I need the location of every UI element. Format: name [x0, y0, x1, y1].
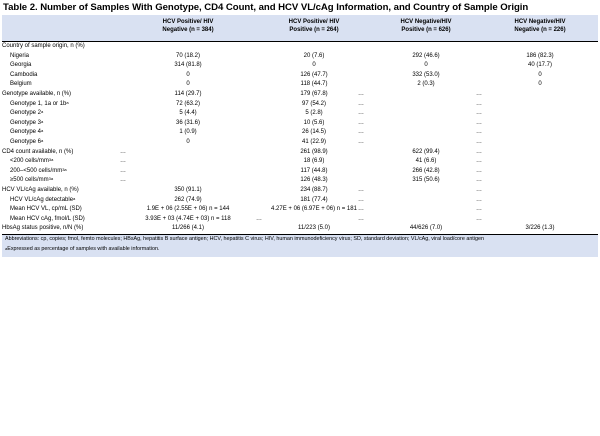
- table-cell: 0: [186, 81, 190, 88]
- table-cell: …: [120, 177, 126, 184]
- row-label: 200–<500 cells/$mm^{3a}$: [10, 166, 67, 174]
- table-cell: …: [476, 110, 482, 117]
- row-label: HCV VL/cAg available, n (%): [2, 187, 79, 193]
- row-label: ≥500 cells/$mm^{3a}$: [10, 176, 54, 184]
- table-footnotes: [2, 235, 598, 257]
- table-row: [2, 186, 598, 196]
- table-row: [2, 205, 598, 215]
- table-row: [2, 157, 598, 167]
- table-cell: 70 (18.2): [175, 52, 200, 59]
- table-cell: …: [358, 110, 364, 117]
- table-row: [2, 42, 598, 52]
- table-cell: 0: [186, 71, 190, 78]
- table-cell: 36 (31.6): [175, 119, 200, 126]
- table-row: [2, 148, 598, 158]
- table-cell: …: [476, 177, 482, 184]
- header-hcv-neg-hiv-pos: HCV Negative/HIV Positive (n = 626): [400, 19, 452, 33]
- row-label: Country of sample origin, n (%): [2, 43, 85, 49]
- row-label: Genotype 2$^a$: [10, 109, 44, 117]
- table-row: [2, 80, 598, 90]
- table-cell: …: [476, 206, 482, 213]
- table-cell: 10 (5.6): [303, 119, 325, 126]
- table-cell: 26 (14.5): [301, 129, 326, 136]
- table-cell: 5 (2.8): [305, 110, 323, 117]
- table-row: [2, 167, 598, 177]
- table-row: [2, 71, 598, 81]
- table-cell: …: [476, 167, 482, 174]
- table-header: [2, 15, 598, 41]
- row-label: <200 cells/$mm^{3a}$: [10, 157, 54, 165]
- table-cell: …: [476, 100, 482, 107]
- table-cell: 292 (46.6): [412, 52, 440, 59]
- row-label: Genotype available, n (%): [2, 91, 72, 97]
- table-row: [2, 100, 598, 110]
- table-cell: 41 (6.6): [415, 158, 437, 165]
- row-label: HCV VL/cAg detectable$^a$: [10, 195, 76, 203]
- row-label: Georgia: [10, 62, 32, 69]
- table-row: [2, 61, 598, 71]
- table-cell: 3/226 (1.3): [525, 225, 555, 232]
- table-cell: 72 (63.2): [175, 100, 200, 107]
- table-row: [2, 215, 598, 225]
- table-cell: …: [358, 187, 364, 193]
- table-cell: 179 (67.8): [300, 91, 328, 97]
- table-cell: 1.9E + 06 (2.55E + 06) n = 144: [146, 206, 230, 213]
- table-row: [2, 90, 598, 100]
- table-cell: …: [120, 148, 126, 155]
- table-cell: 0: [424, 62, 428, 69]
- table-cell: 2 (0.3): [417, 81, 435, 88]
- table-cell: 262 (74.9): [174, 196, 202, 203]
- header-hcv-pos-hiv-pos: HCV Positive/ HIV Positive (n = 264): [288, 19, 340, 33]
- table-cell: …: [358, 206, 364, 213]
- table-cell: 261 (98.9): [300, 148, 328, 155]
- row-label: Mean HCV VL, cp/mL (SD): [10, 206, 82, 213]
- row-label: Nigeria: [10, 52, 30, 59]
- row-label: Genotype 4$^a$: [10, 128, 44, 136]
- table-cell: 0: [538, 81, 542, 88]
- table-cell: …: [120, 158, 126, 165]
- table-cell: …: [476, 119, 482, 126]
- table-cell: …: [476, 148, 482, 155]
- table-cell: 332 (53.0): [412, 71, 440, 78]
- table-cell: …: [476, 215, 482, 222]
- table-row: [2, 196, 598, 206]
- table-cell: 44/626 (7.0): [409, 225, 443, 232]
- table-cell: …: [476, 139, 482, 145]
- row-label: Genotype 3$^a$: [10, 118, 44, 126]
- table-cell: 114 (29.7): [174, 91, 202, 97]
- table-cell: …: [358, 91, 364, 97]
- table-row: [2, 176, 598, 186]
- table-cell: …: [358, 139, 364, 145]
- table-cell: …: [120, 167, 126, 174]
- row-label: CD4 count available, n (%): [2, 148, 74, 155]
- table-cell: 41 (22.9): [301, 139, 326, 145]
- table-row: [2, 119, 598, 129]
- table-cell: 622 (99.4): [412, 148, 440, 155]
- table-row: [2, 52, 598, 62]
- table-cell: 5 (4.4): [179, 110, 197, 117]
- table-cell: …: [476, 91, 482, 97]
- table-cell: 314 (81.8): [174, 62, 202, 69]
- table-title: Table 2. Number of Samples With Genotype, CD4 Count, and HCV VL/cAg Information, and Country of Sample Origin: [3, 2, 529, 13]
- table-cell: 234 (88.7): [300, 187, 328, 193]
- table-cell: 1 (0.9): [179, 129, 197, 136]
- table-cell: …: [358, 196, 364, 203]
- row-label: Genotype 6$^a$: [10, 138, 44, 145]
- table-cell: 350 (91.1): [174, 187, 202, 193]
- table-cell: …: [476, 187, 482, 193]
- row-label: Genotype 1, 1a or $1b^a$: [10, 99, 69, 107]
- table-cell: …: [358, 119, 364, 126]
- table-cell: 0: [538, 71, 542, 78]
- percentage-note: $^a$Expressed as percentage of samples with available information.: [5, 246, 160, 252]
- table-cell: 40 (17.7): [527, 62, 552, 69]
- table-cell: 186 (82.3): [526, 52, 554, 59]
- table-cell: 11/266 (4.1): [172, 225, 204, 232]
- row-label: Belgium: [10, 81, 32, 88]
- table-row: [2, 138, 598, 148]
- table-cell: 118 (44.7): [300, 81, 328, 88]
- table-cell: 117 (44.8): [300, 167, 328, 174]
- table-cell: …: [256, 215, 262, 222]
- row-label: HbsAg status positive, n/N (%): [2, 225, 84, 232]
- table-cell: 181 (77.4): [300, 196, 328, 203]
- table-row: [2, 128, 598, 138]
- table-cell: 11/223 (5.0): [298, 225, 330, 232]
- table-cell: 20 (7.6): [303, 52, 325, 59]
- table-cell: …: [476, 158, 482, 165]
- row-label: Mean HCV cAg, fmol/L (SD): [10, 215, 85, 222]
- table-cell: …: [358, 215, 364, 222]
- header-hcv-pos-hiv-neg: HCV Positive/ HIV Negative (n = 384): [162, 19, 214, 33]
- table-cell: 126 (47.7): [300, 71, 328, 78]
- table-cell: 18 (6.9): [303, 158, 325, 165]
- table-cell: 97 (54.2): [301, 100, 326, 107]
- table-row: [2, 109, 598, 119]
- abbreviations-note: Abbreviations: cp, copies; fmol, femto molecules; HBsAg, hepatitis B surface antigen; HCV, hepatitis C virus; HIV, human immunodeficiency virus; SD, standard deviation; VL/cAg, viral load/core antigen: [5, 236, 485, 242]
- table-cell: …: [476, 129, 482, 136]
- table-cell: …: [476, 196, 482, 203]
- table-cell: 266 (42.8): [412, 167, 440, 174]
- table-cell: 126 (48.3): [300, 177, 328, 184]
- data-table: [2, 15, 598, 232]
- table-cell: 0: [312, 62, 316, 69]
- table-cell: 3.93E + 03 (4.74E + 03) n = 118: [145, 215, 231, 222]
- table-cell: …: [358, 129, 364, 136]
- row-label: Cambodia: [10, 71, 38, 78]
- table-row: [2, 224, 598, 234]
- table-cell: 4.27E + 06 (6.97E + 06) n = 181: [271, 206, 357, 213]
- table-cell: 315 (50.6): [412, 177, 440, 184]
- table-cell: 0: [186, 139, 190, 145]
- header-hcv-neg-hiv-neg: HCV Negative/HIV Negative (n = 226): [514, 19, 566, 33]
- table-cell: …: [358, 100, 364, 107]
